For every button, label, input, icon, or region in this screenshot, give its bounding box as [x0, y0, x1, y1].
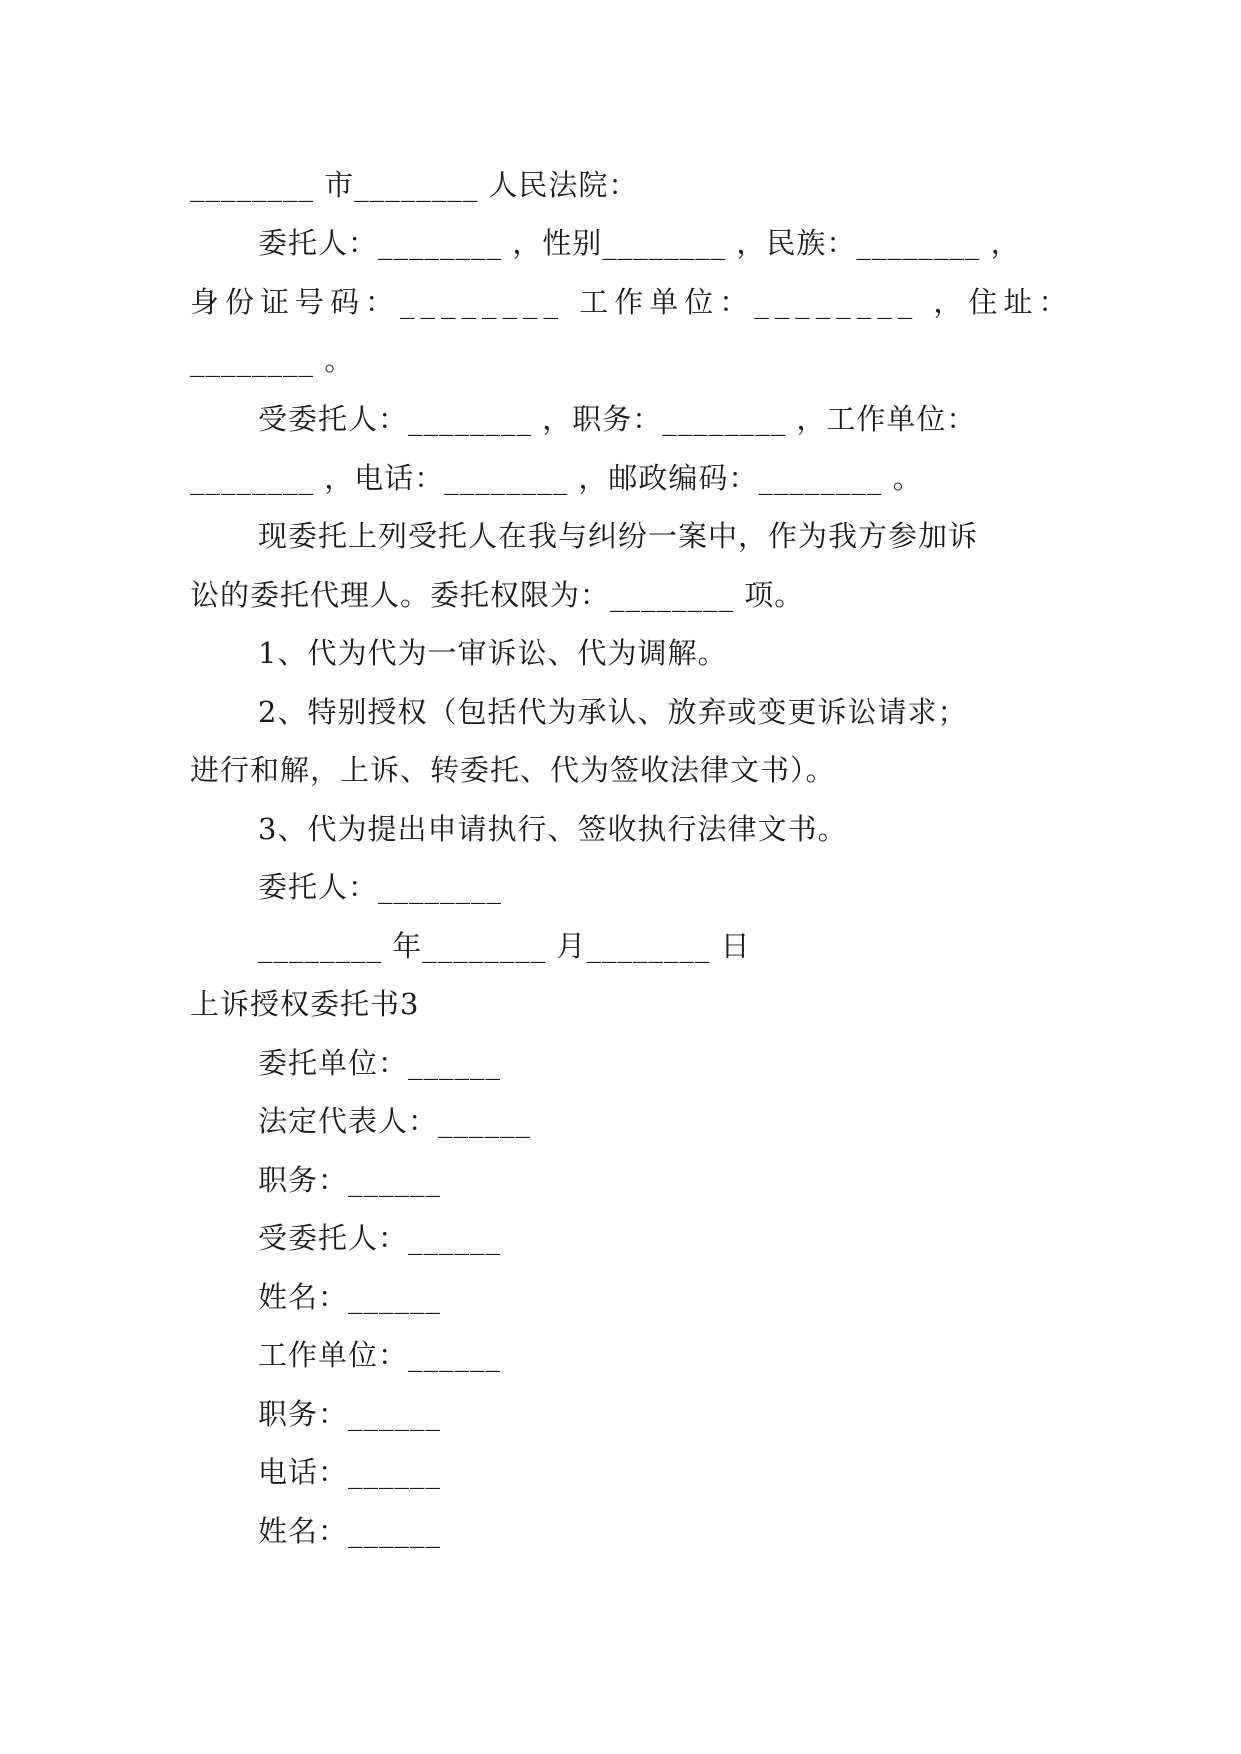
entrusting-unit-field: 委托单位：______ — [258, 1046, 502, 1080]
principal-info-line: 委托人：________ ，性别________ ，民族：________ ， — [258, 226, 1021, 260]
court-address-line: ________ 市________ 人民法院： — [190, 168, 639, 202]
phone-field: 电话：______ — [258, 1455, 442, 1489]
name-field: 姓名：______ — [258, 1280, 442, 1314]
principal-address-line: ________ 。 — [190, 343, 355, 377]
principal-id-line: 身份证号码：________ 工作单位：________ ，住址： — [190, 285, 1074, 319]
work-unit-field: 工作单位：______ — [258, 1338, 502, 1372]
legal-representative-field: 法定代表人：______ — [258, 1104, 532, 1138]
entrustment-paragraph-cont: 讼的委托代理人。委托权限为：________ 项。 — [190, 578, 805, 612]
authority-item-2-cont: 进行和解，上诉、转委托、代为签收法律文书）。 — [190, 753, 836, 787]
date-line: ________ 年________ 月________ 日 — [258, 929, 751, 963]
agent-info-line: 受委托人：________ ，职务：________ ，工作单位： — [258, 402, 977, 436]
section-heading: 上诉授权委托书3 — [190, 987, 420, 1021]
name-field-2: 姓名：______ — [258, 1514, 442, 1548]
authority-item-1: 1、代为代为一审诉讼、代为调解。 — [258, 636, 728, 670]
authority-item-3: 3、代为提出申请执行、签收执行法律文书。 — [258, 812, 848, 846]
agent-contact-line: ________ ，电话：________ ，邮政编码：________ 。 — [190, 461, 923, 495]
entrustment-paragraph: 现委托上列受托人在我与纠纷一案中，作为我方参加诉 — [258, 519, 979, 553]
principal-signature-line: 委托人：________ — [258, 870, 503, 904]
position-field: 职务：______ — [258, 1163, 442, 1197]
position-field-2: 职务：______ — [258, 1397, 442, 1431]
authority-item-2: 2、特别授权（包括代为承认、放弃或变更诉讼请求； — [258, 695, 968, 729]
agent-field: 受委托人：______ — [258, 1221, 502, 1255]
